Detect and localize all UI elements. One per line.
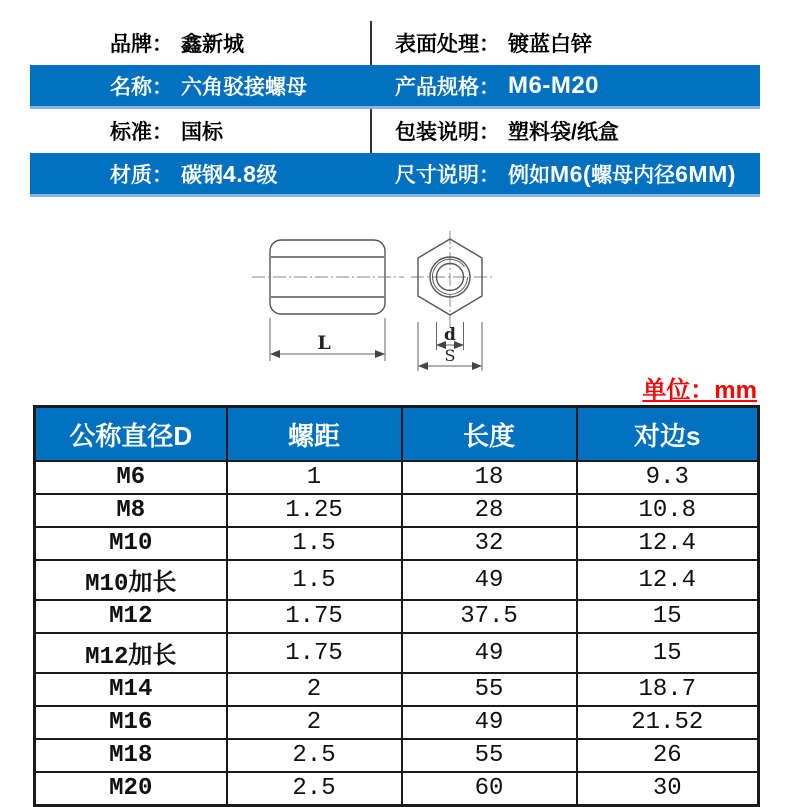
table-cell: 21.52 [577, 706, 759, 739]
name-value: 六角驳接螺母 [181, 75, 307, 99]
table-header-row [35, 407, 759, 462]
packaging-value: 塑料袋/纸盒 [508, 121, 619, 144]
table-cell: 26 [577, 739, 759, 772]
brand-label: 品牌： [110, 33, 173, 56]
table-cell: 2.5 [227, 772, 402, 806]
spec-cell-material [30, 153, 372, 194]
header-flats: 对边s [577, 407, 759, 462]
table-cell: 1 [227, 461, 402, 494]
table-cell: 49 [402, 560, 577, 600]
spec-cell-standard [30, 109, 372, 153]
table-cell: 18 [402, 461, 577, 494]
spec-table [33, 405, 760, 807]
header-pitch: 螺距 [227, 407, 402, 462]
dimension-S-label: S [444, 346, 456, 365]
dimension-L-label: L [317, 332, 331, 354]
table-cell: 1.5 [227, 527, 402, 560]
spec-cell-surface [372, 21, 760, 65]
table-row [35, 461, 759, 494]
table-cell: M12 [35, 600, 227, 633]
table-cell: 15 [577, 600, 759, 633]
table-body [35, 461, 759, 806]
table-cell: M8 [35, 494, 227, 527]
table-cell: 2 [227, 673, 402, 706]
standard-value: 国标 [181, 121, 223, 144]
technical-drawing [248, 228, 508, 375]
material-value: 碳钢4.8级 [181, 160, 278, 187]
table-cell: M16 [35, 706, 227, 739]
table-cell: 2 [227, 706, 402, 739]
table-cell: 9.3 [577, 461, 759, 494]
table-cell: 10.8 [577, 494, 759, 527]
size-note-value: 例如M6(螺母内径6MM) [508, 160, 736, 187]
table-cell: M14 [35, 673, 227, 706]
table-row [35, 772, 759, 806]
table-cell: 12.4 [577, 560, 759, 600]
spec-row-material [30, 153, 760, 197]
table-cell: 49 [402, 633, 577, 673]
table-cell: 2.5 [227, 739, 402, 772]
spec-row-name [30, 65, 760, 109]
table-cell: M6 [35, 461, 227, 494]
table-row [35, 673, 759, 706]
dimension-d-label: d [444, 325, 456, 345]
surface-label: 表面处理： [395, 33, 500, 56]
spec-row-brand [30, 21, 760, 65]
table-cell: 55 [402, 673, 577, 706]
table-cell: 32 [402, 527, 577, 560]
size-note-label: 尺寸说明： [395, 163, 500, 187]
table-cell: M12加长 [35, 633, 227, 673]
table-row [35, 706, 759, 739]
table-cell: 30 [577, 772, 759, 806]
unit-label: 单位：mm [642, 377, 757, 404]
table-cell: M18 [35, 739, 227, 772]
table-cell: 60 [402, 772, 577, 806]
table-cell: 1.75 [227, 633, 402, 673]
packaging-label: 包装说明： [395, 121, 500, 144]
spec-cell-size-note [372, 153, 760, 194]
table-row [35, 494, 759, 527]
table-cell: M10 [35, 527, 227, 560]
spec-header [30, 21, 760, 197]
table-cell: 12.4 [577, 527, 759, 560]
model-label: 产品规格： [395, 75, 500, 99]
table-cell: 28 [402, 494, 577, 527]
spec-cell-name [30, 65, 372, 106]
table-row [35, 633, 759, 673]
name-label: 名称： [110, 75, 173, 99]
spec-cell-model [372, 65, 760, 106]
table-row [35, 560, 759, 600]
table-cell: 55 [402, 739, 577, 772]
table-cell: 1.75 [227, 600, 402, 633]
brand-value: 鑫新城 [181, 33, 244, 56]
material-label: 材质： [110, 163, 173, 187]
table-row [35, 527, 759, 560]
table-cell: 37.5 [402, 600, 577, 633]
table-cell: M10加长 [35, 560, 227, 600]
table-cell: 1.25 [227, 494, 402, 527]
table-cell: 15 [577, 633, 759, 673]
header-length: 长度 [402, 407, 577, 462]
table-cell: 18.7 [577, 673, 759, 706]
table-cell: 49 [402, 706, 577, 739]
table-cell: 1.5 [227, 560, 402, 600]
spec-cell-brand [30, 21, 372, 65]
spec-cell-packaging [372, 109, 760, 153]
table-row [35, 739, 759, 772]
table-row [35, 600, 759, 633]
standard-label: 标准： [110, 121, 173, 144]
table-cell: M20 [35, 772, 227, 806]
spec-row-standard [30, 109, 760, 153]
surface-value: 镀蓝白锌 [508, 33, 592, 56]
model-value: M6-M20 [508, 71, 600, 99]
header-diameter: 公称直径D [35, 407, 227, 462]
